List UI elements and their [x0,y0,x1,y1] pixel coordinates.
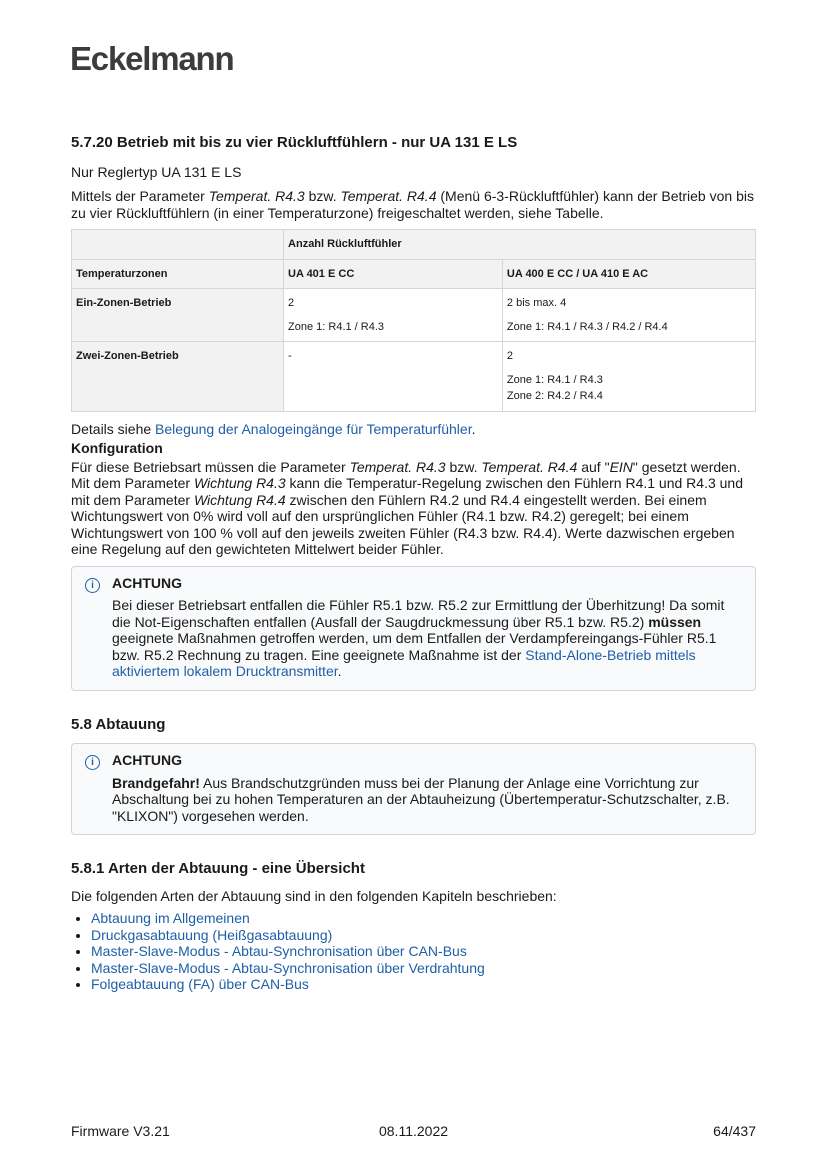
abtauung-link[interactable]: Master-Slave-Modus - Abtau-Synchronisation über Verdrahtung [91,959,485,976]
abtauung-link[interactable]: Master-Slave-Modus - Abtau-Synchronisation über CAN-Bus [91,943,467,959]
emphasis: müssen [648,613,702,630]
list-item [91,927,756,944]
text: . [471,420,476,437]
table-column-header-row [72,259,756,289]
table-header-empty [72,230,284,260]
konfiguration-heading: Konfiguration [71,440,163,456]
text: (Menü 6-3-Rückluftfühler) kann der Betrieb von bis zu vier Rückluftfühlern (in einer Temperaturzone) freigeschaltet werden, siehe Tabelle. [71,188,754,221]
details-line [71,421,756,438]
note-text [112,597,743,680]
table-cell [284,289,503,342]
param-name: Wichtung R4.3 [193,475,286,491]
konfiguration-paragraph [71,459,756,558]
warning-note-fire [71,743,756,835]
text: bzw. [445,458,482,475]
cell-value: Zone 1: R4.1 / R4.3 [506,373,603,386]
analog-inputs-link[interactable]: Belegung der Analogeingänge für Temperaturfühler [155,420,472,437]
list-item [91,943,756,960]
cell-value: Zone 2: R4.2 / R4.4 [506,390,603,402]
table-cell: - [284,342,503,412]
text: Aus Brandschutzgründen muss bei der Planung der Anlage eine Vorrichtung zur Abschaltung bei zu hohen Temperaturen an der Abtauheizung (Übertemperatur-Schutzschalter, z.B. "KLIXON") vorgesehen werden. [112,774,730,824]
abtauung-list [71,910,756,993]
param-name: Temperat. R4.3 [208,188,305,204]
table-header-anzahl: Anzahl Rückluftfühler [284,230,756,260]
text: bzw. [304,188,341,204]
text: auf " [577,458,610,475]
table-cell [502,342,755,412]
note-title: ACHTUNG [112,752,182,768]
text: geeignete Maßnahmen getroffen werden, um dem Entfallen der Verdampfereingangs-Fühler R5.1 bzw. R5.2 Rechnung zu tragen. Eine geeignete Maßnahme ist der [112,630,717,663]
table-cell [502,289,755,342]
param-name: Temperat. R4.4 [481,458,578,475]
param-name: Temperat. R4.3 [349,458,446,475]
list-item [91,960,756,977]
intro-paragraph [71,188,756,221]
controller-type-line: Nur Reglertyp UA 131 E LS [71,163,242,180]
param-name: Temperat. R4.4 [340,188,437,204]
abtauung-link[interactable]: Abtauung im Allgemeinen [91,910,250,926]
table-row [72,289,756,342]
footer-page-number: 64/437 [713,1123,756,1139]
section-heading-5-8: 5.8 Abtauung [71,715,166,733]
row-label: Ein-Zonen-Betrieb [72,289,284,342]
note-title: ACHTUNG [112,574,182,591]
list-item [91,910,756,927]
page-content [71,135,756,993]
page-footer [71,1123,756,1139]
abtauung-link[interactable]: Druckgasabtauung (Heißgasabtauung) [91,926,333,943]
text: zwischen den Fühlern R4.2 und R4.4 eingestellt werden. Bei einem Wichtungswert von 0% wird voll auf den ursprünglichen Fühler (R4.1 bzw. R4.2) geregelt; bei einem Wichtungswert von 100 % voll auf den jeweils zweiten Fühler (R4.3 bzw. R4.4). Werte dazwischen ergeben eine Regelung auf den gewichteten Mittelwert beider Fühler. [71,491,735,557]
cell-value: Zone 1: R4.1 / R4.3 / R4.2 / R4.4 [506,320,668,333]
abtauung-intro: Die folgenden Arten der Abtauung sind in den folgenden Kapiteln beschrieben: [71,887,557,904]
info-icon: i [85,578,100,593]
cell-value: 2 [506,350,514,362]
table-row [72,342,756,412]
table-header-ua400: UA 400 E CC / UA 410 E AC [502,259,755,289]
table-top-header-row [72,230,756,260]
text: Mittels der Parameter [71,188,209,204]
note-text [112,775,743,825]
text: Für diese Betriebsart müssen die Parameter [71,458,350,475]
section-heading-5-8-1: 5.8.1 Arten der Abtauung - eine Übersicht [71,860,365,877]
text: kann die Temperatur-Regelung zwischen den Fühlern R4.1 und R4.3 und mit dem Parameter [71,475,743,508]
warning-note-sensors [71,566,756,691]
list-item [91,976,756,993]
text: Bei dieser Betriebsart entfallen die Fühler R5.1 bzw. R5.2 zur Ermittlung der Überhitzung! Da somit die Not-Eigenschaften entfallen (Ausfall der Saugdruckmessung über R5.1 bzw. R5.2) [112,597,725,630]
footer-date: 08.11.2022 [378,1123,449,1139]
row-label: Zwei-Zonen-Betrieb [72,342,284,412]
cell-value: 2 bis max. 4 [506,297,567,309]
sensor-table [71,229,756,412]
emphasis: Brandgefahr! [112,774,200,791]
param-value: EIN [609,458,633,475]
text: Details siehe [71,420,156,437]
text: . [337,663,342,679]
cell-value: 2 [288,297,295,309]
text: " gesetzt werden. Mit dem Parameter [71,458,741,491]
cell-value: Zone 1: R4.1 / R4.3 [288,320,385,333]
table-header-zones: Temperaturzonen [72,259,284,289]
abtauung-link[interactable]: Folgeabtauung (FA) über CAN-Bus [91,976,309,992]
table-header-ua401: UA 401 E CC [284,259,503,289]
info-icon: i [85,755,100,770]
stand-alone-link[interactable]: Stand-Alone-Betrieb mittels aktiviertem lokalem Drucktransmitter [112,646,696,679]
section-heading-5-7-20: 5.7.20 Betrieb mit bis zu vier Rückluftfühlern - nur UA 131 E LS [71,134,518,151]
company-logo: Eckelmann [70,40,234,77]
footer-firmware: Firmware V3.21 [71,1123,170,1139]
param-name: Wichtung R4.4 [193,491,286,508]
